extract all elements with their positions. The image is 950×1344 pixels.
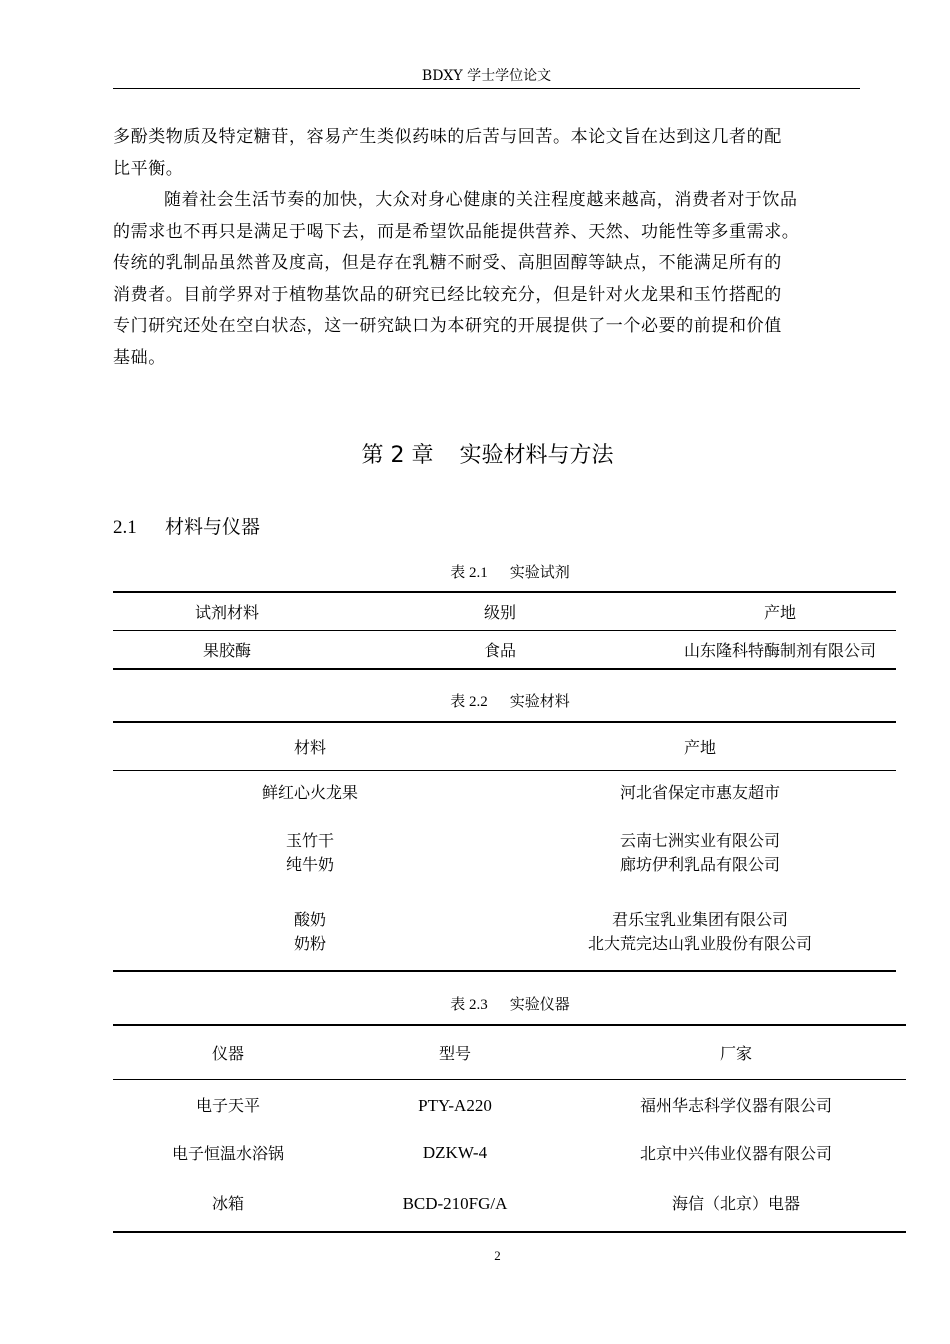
table-bottom-rule	[113, 1231, 906, 1233]
table-cell: 鲜红心火龙果	[261, 783, 358, 802]
table-top-rule	[113, 721, 896, 723]
paragraph-line: 多酚类物质及特定糖苷，容易产生类似药味的后苦与回苦。本论文旨在达到这几者的配	[113, 127, 782, 147]
chapter-heading	[0, 438, 950, 474]
paragraph-line: 专门研究还处在空白状态，这一研究缺口为本研究的开展提供了一个必要的前提和价值	[113, 316, 782, 336]
table-cell: 海信（北京）电器	[671, 1194, 800, 1213]
table-cell: 廊坊伊利乳品有限公司	[619, 855, 780, 874]
running-header: BDXY 学士学位论文	[421, 68, 552, 84]
table-cell: 云南七洲实业有限公司	[619, 831, 780, 850]
table-cell: 奶粉	[293, 934, 326, 953]
table-caption-label: 表 2.3	[450, 997, 488, 1013]
table-cell: BCD-210FG/A	[402, 1194, 508, 1213]
table-header-cell: 产地	[683, 738, 716, 757]
table-cell: PTY-A220	[418, 1096, 492, 1115]
table-cell: 冰箱	[211, 1194, 244, 1213]
section-heading	[113, 512, 260, 543]
table-header-cell: 试剂材料	[194, 603, 259, 622]
paragraph-line: 传统的乳制品虽然普及度高，但是存在乳糖不耐受、高胆固醇等缺点，不能满足所有的	[113, 253, 782, 273]
section-title: 材料与仪器	[165, 516, 261, 538]
section-number: 2.1	[113, 517, 137, 538]
table-top-rule	[113, 1024, 906, 1026]
table-header-cell: 型号	[438, 1044, 471, 1063]
table-header-cell: 级别	[483, 603, 516, 622]
table-caption-label: 表 2.2	[450, 694, 488, 710]
table-caption-label: 表 2.1	[450, 565, 488, 581]
table-cell: 福州华志科学仪器有限公司	[639, 1096, 832, 1115]
table-header-rule	[113, 1079, 906, 1080]
table-cell: 纯牛奶	[285, 855, 334, 874]
table-cell: 君乐宝乳业集团有限公司	[611, 910, 788, 929]
table-bottom-rule	[113, 668, 896, 670]
chapter-label: 第 2 章	[361, 443, 434, 468]
table-caption-title: 实验仪器	[509, 995, 570, 1013]
paragraph-line: 随着社会生活节奏的加快，大众对身心健康的关注程度越来越高，消费者对于饮品	[164, 190, 798, 210]
paragraph-line: 基础。	[113, 347, 166, 368]
paragraph-line: 消费者。目前学界对于植物基饮品的研究已经比较充分，但是针对火龙果和玉竹搭配的	[113, 284, 782, 305]
paragraph-continued	[113, 122, 873, 185]
header-rule	[113, 88, 860, 89]
table-caption	[0, 993, 950, 1016]
table-caption-title: 实验材料	[509, 692, 570, 710]
table-cell: 酸奶	[293, 910, 326, 929]
table-top-rule	[113, 591, 896, 593]
paragraph-background	[113, 185, 873, 374]
table-header-cell: 材料	[293, 738, 326, 757]
table-header-cell: 仪器	[211, 1044, 244, 1063]
table-cell: 山东隆科特酶制剂有限公司	[683, 641, 876, 660]
paragraph-line: 比平衡。	[113, 158, 184, 179]
table-cell: 玉竹干	[285, 831, 334, 850]
table-header-rule	[113, 630, 896, 631]
chapter-title: 实验材料与方法	[459, 443, 614, 468]
table-header-rule	[113, 770, 896, 771]
table-caption	[0, 690, 950, 713]
paragraph-line: 的需求也不再只是满足于喝下去，而是希望饮品能提供营养、天然、功能性等多重需求。	[113, 221, 800, 242]
table-header-cell: 产地	[763, 603, 796, 622]
table-cell: 北大荒完达山乳业股份有限公司	[587, 934, 812, 953]
page-number: 2	[494, 1248, 501, 1263]
table-cell: DZKW-4	[422, 1143, 488, 1162]
table-caption-title: 实验试剂	[509, 563, 570, 581]
table-header-cell: 厂家	[719, 1044, 752, 1063]
table-cell: 电子天平	[195, 1096, 260, 1115]
table-bottom-rule	[113, 970, 896, 972]
table-cell: 果胶酶	[202, 641, 251, 660]
table-cell: 河北省保定市惠友超市	[619, 783, 780, 802]
table-cell: 电子恒温水浴锅	[171, 1144, 284, 1163]
table-caption	[0, 561, 950, 584]
table-cell: 食品	[483, 641, 516, 660]
table-cell: 北京中兴伟业仪器有限公司	[639, 1144, 832, 1163]
